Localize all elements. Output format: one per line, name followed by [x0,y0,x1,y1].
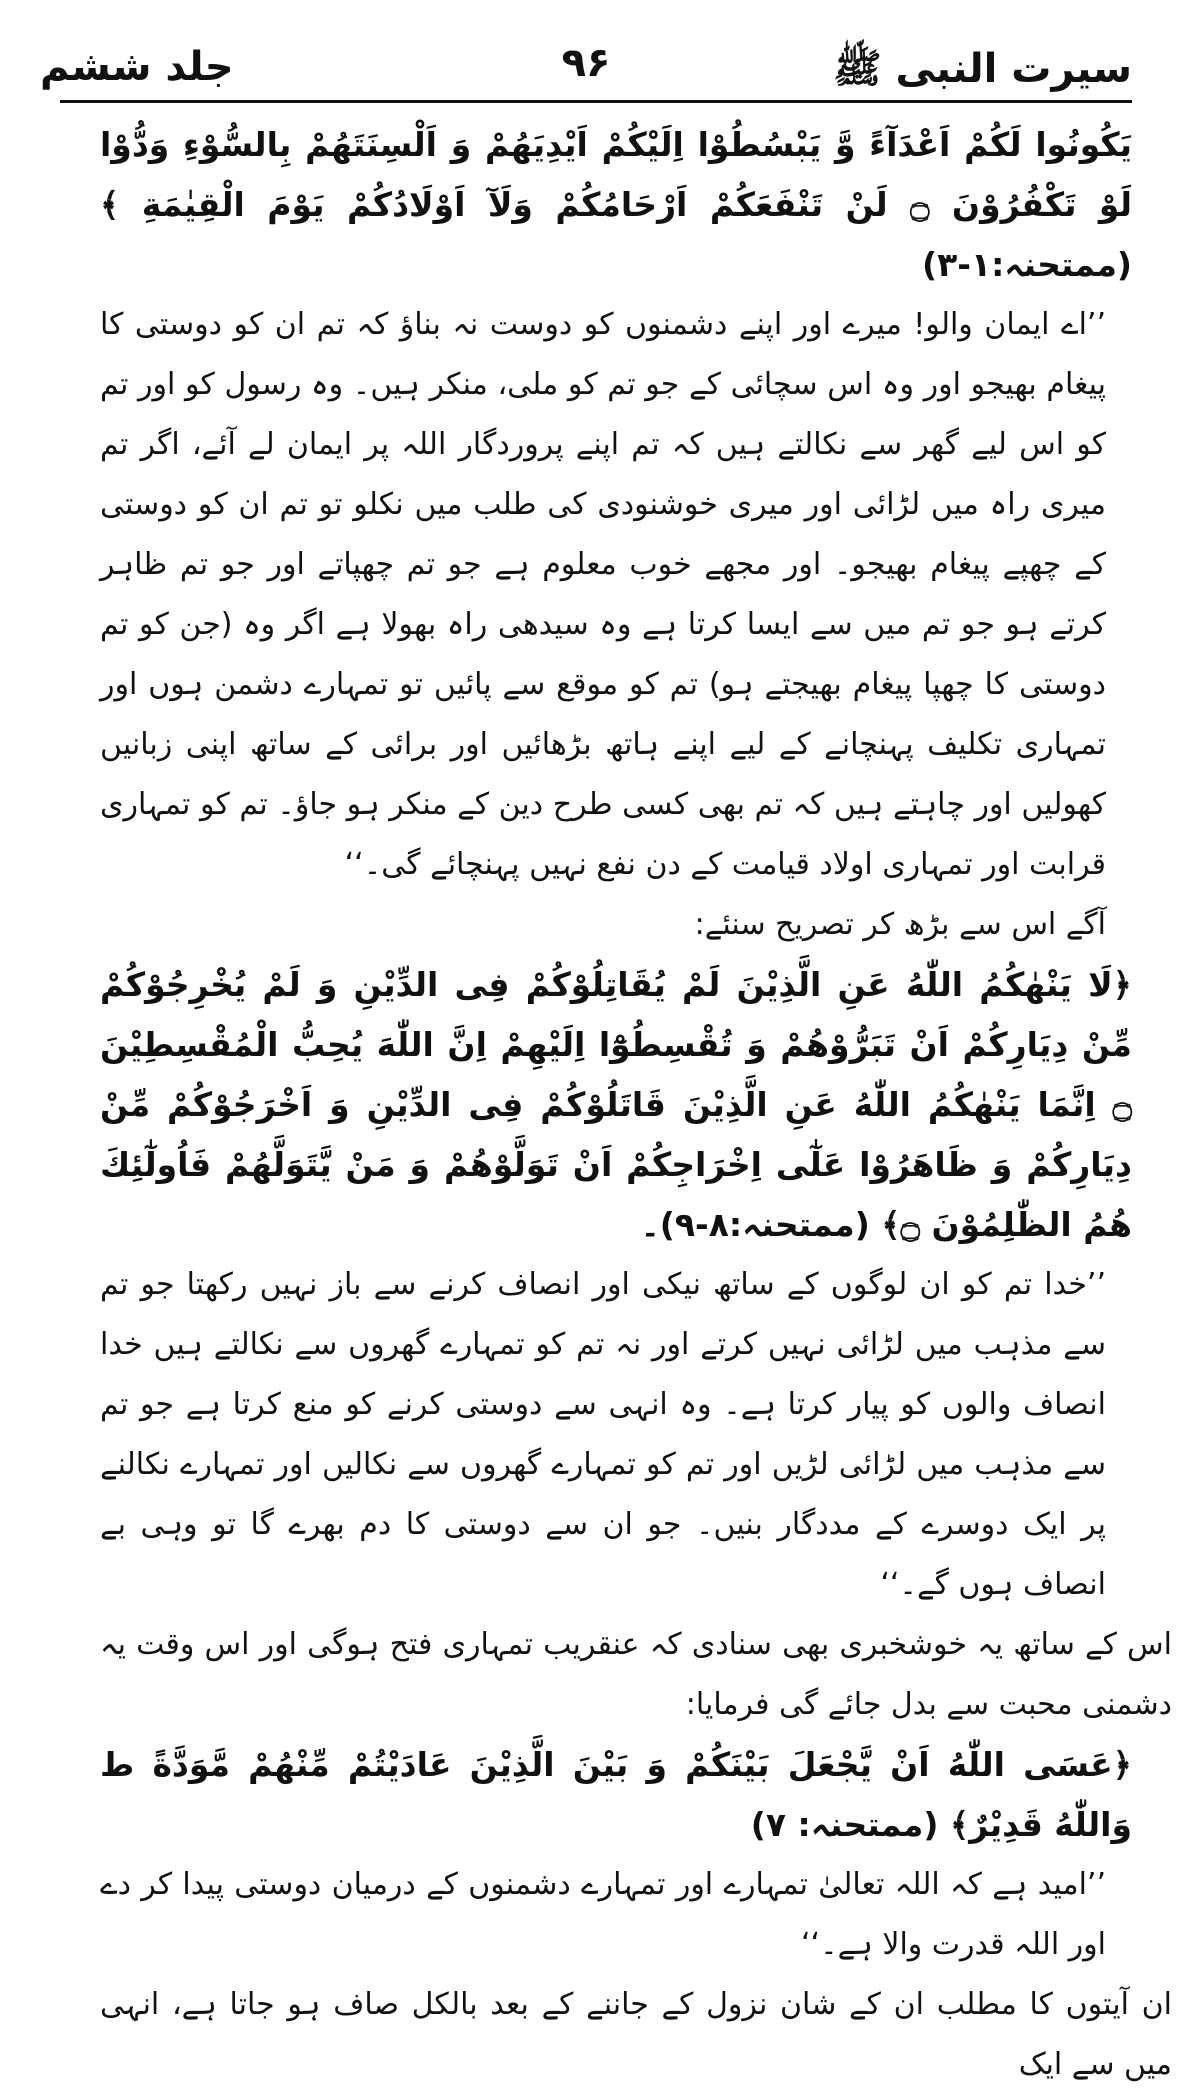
volume-label: جلد ششم [40,44,234,90]
header-rule [60,100,1132,103]
prose-paragraph: ان آیتوں کا مطلب ان کے شان نزول کے جاننے کے بعد بالکل صاف ہو جاتا ہے، انہی میں سے ایک [100,1987,1172,2082]
page-number: ۹۶ [561,40,611,86]
page-header [40,30,1132,100]
quran-verse: يَكُونُوا لَكُمْ اَعْدَآءً وَّ يَبْسُطُوْا اِلَيْكُمْ اَيْدِيَهُمْ وَ اَلْسِنَتَهُمْ بِالسُّوْءِ وَدُّوْا لَوْ تَكْفُرُوْنَ ۝ لَنْ تَنْفَعَكُمْ اَرْحَامُكُمْ وَلَآ اَوْلَادُكُمْ يَوْمَ الْقِيٰمَةِ ﴾ (ممتحنہ:۱-۳) [100,125,1132,284]
quran-verse: ﴿لَا يَنْهٰكُمُ اللّٰهُ عَنِ الَّذِيْنَ لَمْ يُقَاتِلُوْكُمْ فِى الدِّيْنِ وَ لَمْ يُخْرِجُوْكُمْ مِّنْ دِيَارِكُمْ اَنْ تَبَرُّوْهُمْ وَ تُقْسِطُوْٓا اِلَيْهِمْ اِنَّ اللّٰهَ يُحِبُّ الْمُقْسِطِيْنَ ۝ اِنَّمَا يَنْهٰكُمُ اللّٰهُ عَنِ الَّذِيْنَ قَاتَلُوْكُمْ فِى الدِّيْنِ وَ اَخْرَجُوْكُمْ مِّنْ دِيَارِكُمْ وَ ظَاهَرُوْا عَلٰٓى اِخْرَاجِكُمْ اَنْ تَوَلَّوْهُمْ وَ مَنْ يَّتَوَلَّهُمْ فَاُولٰٓئِكَ هُمُ الظّٰلِمُوْنَ ۝﴾ (ممتحنہ:۸-۹)۔ [100,965,1132,1244]
quran-verse: ﴿عَسَى اللّٰهُ اَنْ يَّجْعَلَ بَيْنَكُمْ وَ بَيْنَ الَّذِيْنَ عَادَيْتُمْ مِّنْهُمْ مَّوَدَّةً ط وَاللّٰهُ قَدِيْرٌ﴾ (ممتحنہ: ۷) [100,1745,1132,1844]
translation-paragraph: ’’امید ہے کہ اللہ تعالیٰ تمہارے اور تمہارے دشمنوں کے درمیان دوستی پیدا کر دے اور اللہ قدرت والا ہے۔‘‘ [100,1867,1106,1962]
page-body [100,115,1172,2095]
prose-paragraph: اس کے ساتھ یہ خوشخبری بھی سنادی کہ عنقریب تمہاری فتح ہوگی اور اس وقت یہ دشمنی محبت سے بدل جائے گی فرمایا: [100,1627,1172,1722]
translation-paragraph: ’’اے ایمان والو! میرے اور اپنے دشمنوں کو دوست نہ بناؤ کہ تم ان کو دوستی کا پیغام بھیجو اور وہ اس سچائی کے جو تم کو ملی، منکر ہیں۔ وہ رسول کو اور تم کو اس لیے گھر سے نکالتے ہیں کہ تم اپنے پروردگار اللہ پر ایمان لے آئے، اگر تم میری راہ میں لڑائی اور میری خوشنودی کی طلب میں نکلو تو تم ان کو دوستی کے چھپے پیغام بھیجو۔ اور مجھے خوب معلوم ہے جو تم چھپاتے اور جو تم ظاہر کرتے ہو جو تم میں سے ایسا کرتا ہے وہ سیدھی راہ بھولا ہے اگر وہ (جن کو تم دوستی کا چھپا پیغام بھیجتے ہو) تم کو موقع سے پائیں تو تمہارے دشمن ہوں اور تمہاری تکلیف پہنچانے کے لیے اپنے ہاتھ بڑھائیں اور برائی کے ساتھ اپنی زبانیں کھولیں اور چاہتے ہیں کہ تم بھی کسی طرح دین کے منکر ہو جاؤ۔ تم کو تمہاری قرابت اور تمہاری اولاد قیامت کے دن نفع نہیں پہنچائے گی۔‘‘ [100,307,1107,882]
prose-paragraph: آگے اس سے بڑھ کر تصریح سنئے: [694,907,1106,942]
translation-paragraph: ’’خدا تم کو ان لوگوں کے ساتھ نیکی اور انصاف کرنے سے باز نہیں رکھتا جو تم سے مذہب میں لڑائی نہیں کرتے اور نہ تم کو تمہارے گھروں سے نکالتے ہیں خدا انصاف والوں کو پیار کرتا ہے۔ وہ انہی سے دوستی کرنے کو منع کرتا ہے جو تم سے مذہب میں لڑائی لڑیں اور تم کو تمہارے گھروں سے نکالیں اور تمہارے نکالنے پر ایک دوسرے کے مددگار بنیں۔ جو ان سے دوستی کا دم بھرے گا تو وہی بے انصاف ہوں گے۔‘‘ [100,1267,1106,1602]
running-title: سیرت النبی ﷺ [833,46,1132,92]
